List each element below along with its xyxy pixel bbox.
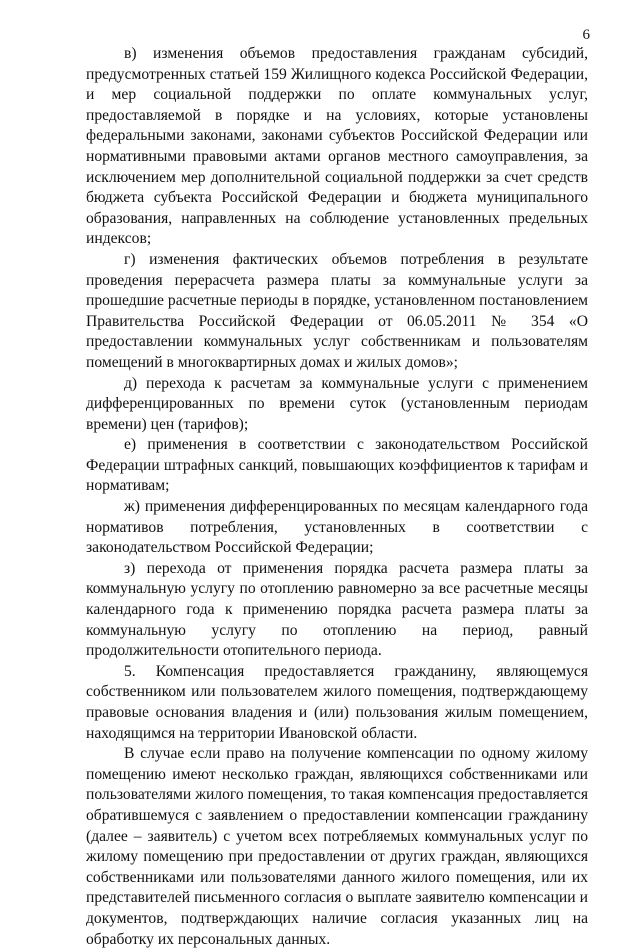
page-number: 6 [582, 27, 590, 43]
document-body [86, 44, 588, 950]
paragraph-v: в) изменения объемов предоставления гражданам субсидий, предусмотренных статьей 159 Жилищного кодекса Российской Федерации, и мер социальной поддержки по оплате коммунальных услуг, предоставляемой в порядке и на условиях, которые установлены федеральными законами, законами субъектов Российской Федерации или нормативными правовыми актами органов местного самоуправления, за исключением мер дополнительной социальной поддержки за счет средств бюджета субъекта Российской Федерации и бюджета муниципального образования, направленных на соблюдение установленных предельных индексов; [86, 45, 588, 248]
paragraph-z: з) перехода от применения порядка расчета размера платы за коммунальную услугу по отоплению равномерно за все расчетные месяцы календарного года к применению порядка расчета размера платы за коммунальную услугу по отоплению на период, равный продолжительности отопительного периода. [86, 559, 588, 660]
paragraph-e: е) применения в соответствии с законодательством Российской Федерации штрафных санкций, повышающих коэффициентов к тарифам и нормативам; [86, 436, 588, 495]
paragraph-section-5: 5. Компенсация предоставляется гражданину, являющемуся собственником или пользователем жилого помещения, подтверждающему правовые основания владения и (или) пользования жилым помещением, находящимся на территории Ивановской области. [86, 662, 588, 742]
paragraph-g: г) изменения фактических объемов потребления в результате проведения перерасчета размера платы за коммунальные услуги за прошедшие расчетные периоды в порядке, установленном постановлением Правительства Российской Федерации от 06.05.2011 № 354 «О предоставлении коммунальных услуг собственникам и пользователям помещений в многоквартирных домах и жилых домов»; [86, 250, 588, 371]
paragraph-multiple-citizens: В случае если право на получение компенсации по одному жилому помещению имеют несколько граждан, являющихся собственниками или пользователями жилого помещения, то такая компенсация предоставляется обратившемуся с заявлением о предоставлении компенсации гражданину (далее – заявитель) с учетом всех потребляемых коммунальных услуг по жилому помещению при предоставлении от других граждан, являющихся собственниками или пользователями данного жилого помещения, или их представителей письменного согласия о выплате заявителю компенсации и документов, подтверждающих наличие согласия указанных лиц на обработку их персональных данных. [86, 745, 588, 948]
paragraph-zh: ж) применения дифференцированных по месяцам календарного года нормативов потребления, установленных в соответствии с законодательством Российской Федерации; [86, 498, 588, 557]
paragraph-d: д) перехода к расчетам за коммунальные услуги с применением дифференцированных по времени суток (установленным периодам времени) цен (тарифов); [86, 374, 588, 433]
